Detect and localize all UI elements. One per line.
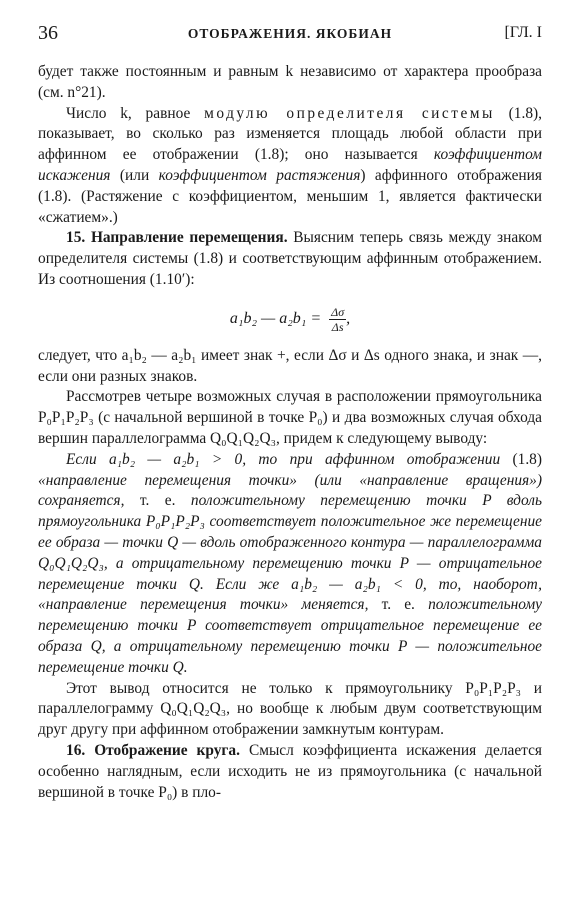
theorem-statement xyxy=(38,450,542,679)
theorem-em: положительному перемещению точки P соответствует отрицательное перемещение ее образа Q, а отрицательному перемещению точки P — положительное перемещение точки Q. xyxy=(38,596,542,676)
term-distortion-coefficient: коэффициентом искажения xyxy=(38,146,542,184)
text-run: т. е. xyxy=(124,492,191,510)
chapter-label: [ГЛ. I xyxy=(504,24,542,41)
theorem-em: Если a₁b₂ — a₂b₁ > 0, то при аффинном отображении xyxy=(66,450,501,468)
text-run: (или xyxy=(110,166,159,184)
theorem-em: «направление перемещения точки» (или «направление вращения») сохраняется, xyxy=(38,471,542,510)
paragraph-distortion-coefficient xyxy=(38,104,542,229)
section-heading: 15. Направление перемещения. xyxy=(66,229,288,247)
running-title: ОТОБРАЖЕНИЯ. ЯКОБИАН xyxy=(187,26,393,41)
section-15 xyxy=(38,228,542,290)
formula-tail: , xyxy=(346,309,351,327)
paragraph-conclusion: Этот вывод относится не только к прямоугольнику P₀P₁P₂P₃ и параллелограмму Q₀Q₁Q₂Q₃, но вообще к любым двум соответствующим друг другу при аффинном отображении замкнутым контурам. xyxy=(38,679,542,739)
paragraph-sign: следует, что a₁b₂ — a₂b₁ имеет знак +, если Δσ и Δs одного знака, и знак —, если они разных знаков. xyxy=(38,346,542,385)
formula-lhs: a₁b₂ — a₂b₁ = xyxy=(229,309,322,327)
text-run: т. е. xyxy=(368,596,429,614)
page-body xyxy=(38,62,542,803)
paragraph-cases: Рассмотрев четыре возможных случая в расположении прямоугольника P₀P₁P₂P₃ (с начальной вершиной в точке P₀) и два возможных случая обхода вершин параллелограмма Q₀Q₁Q₂Q₃, придем к следующему выводу: xyxy=(38,388,542,447)
theorem-em: положительному перемещению точки P вдоль прямоугольника P₀P₁P₂P₃ соответствует положительное же перемещение ее образа — точки Q — вдоль отображенного контура — параллелограмма Q₀Q₁Q₂Q₃, а отрицательному перемещению точки P — отрицательное перемещение точки Q. Если же a₁b₂ — a₂b₁ < 0, то, наоборот, «направление перемещения точки» меняется, xyxy=(38,492,542,614)
section-16 xyxy=(38,741,542,803)
page-header xyxy=(38,22,542,44)
section-text: Выясним теперь связь между знаком определителя системы (1.8) и соответствующим аффинным отображением. Из соотношения (1.10′): xyxy=(38,229,542,288)
fraction-numerator: Δσ xyxy=(331,304,345,319)
fraction xyxy=(329,305,346,334)
paragraph-continuation: будет также постоянным и равным k независимо от характера прообраза (см. n°21). xyxy=(38,63,542,101)
formula xyxy=(38,305,542,334)
section-heading: 16. Отображение круга. xyxy=(66,741,240,759)
section-text: Смысл коэффициента искажения делается особенно наглядным, если исходить не из прямоугольника (с начальной вершиной в точке P₀) в пло- xyxy=(38,741,542,801)
spaced-emphasis: модулю определителя системы xyxy=(204,104,495,122)
text-run: Число k, равное xyxy=(66,104,205,122)
text-run: (1.8), показывает, во сколько раз изменяется площадь любой области при аффинном ее отображении (1.8); оно называется xyxy=(38,104,542,164)
fraction-denominator: Δs xyxy=(331,319,344,334)
page-number: 36 xyxy=(38,22,58,44)
text-run: ) аффинного отображения (1.8). (Растяжение с коэффициентом, меньшим 1, является фактически «сжатием».) xyxy=(38,166,542,226)
term-stretch-coefficient: коэффициентом растяжения xyxy=(158,166,361,184)
text-run: (1.8) xyxy=(500,450,542,468)
